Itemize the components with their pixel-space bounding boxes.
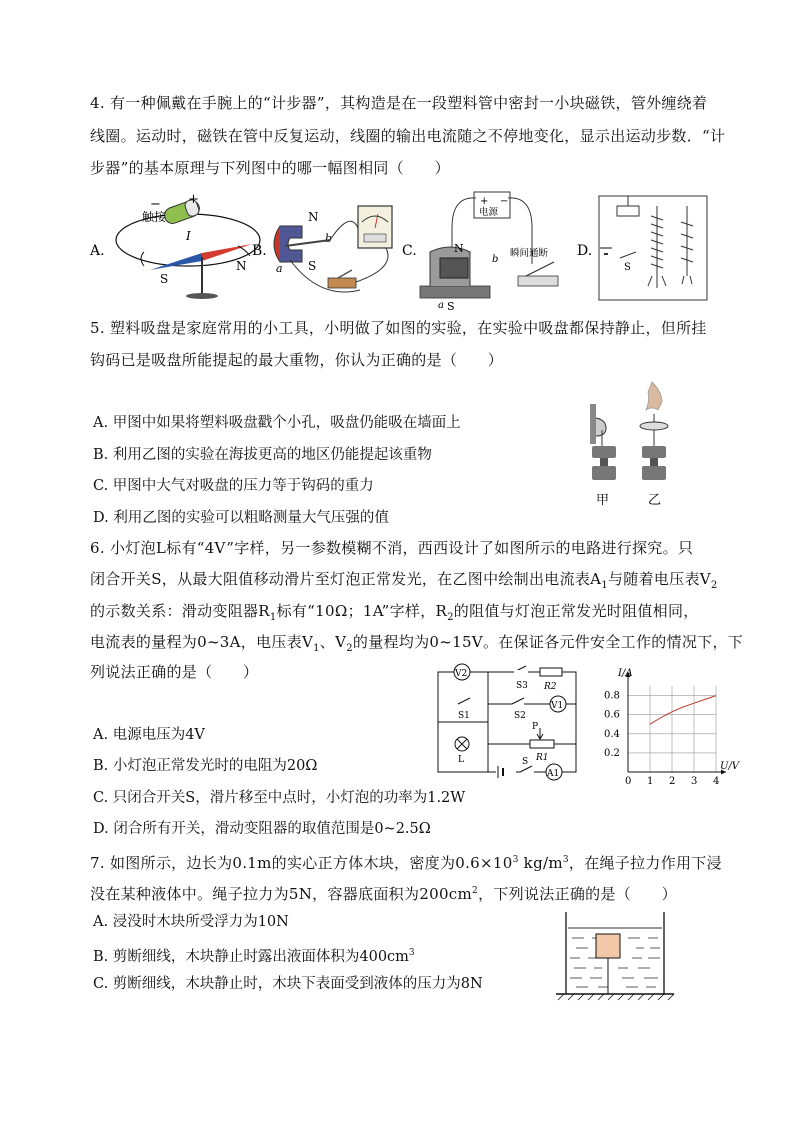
x-tick-label: 0	[625, 776, 632, 787]
q5-line2: 钩码已是吸盘所能提起的最大重物，你认为正确的是（ ）	[90, 351, 504, 369]
fig-a-n: N	[236, 259, 247, 273]
x-tick-label: 2	[669, 776, 676, 787]
slider-p: P	[532, 722, 539, 732]
fig-c-n: N	[454, 242, 464, 255]
y-tick-label: 0.8	[604, 690, 620, 702]
fig-c-plus: +	[480, 196, 489, 207]
q4-line3: 步器”的基本原理与下列图中的哪一幅图相同（ ）	[90, 159, 450, 177]
q5-option-c: C. 甲图中大气对吸盘的压力等于钩码的重力	[93, 478, 374, 494]
q6-iu-chart	[598, 660, 740, 787]
fig-d-electromagnets	[599, 196, 707, 300]
resistor-r2: R2	[544, 682, 557, 692]
resistor-r1: R1	[536, 753, 549, 763]
switch-s2: S2	[514, 711, 526, 721]
wood-block	[596, 934, 620, 958]
switch-s: S	[522, 757, 529, 767]
fig-jia	[590, 404, 616, 508]
label-b: B.	[252, 243, 267, 259]
fig-yi-label: 乙	[648, 493, 662, 508]
fig-jia-label: 甲	[596, 493, 610, 508]
x-tick-label: 4	[713, 776, 720, 787]
q4-line2: 线圈。运动时，磁铁在管中反复运动，线圈的输出电流随之不停地变化，显示出运动步数．“计	[90, 127, 726, 145]
q5-option-b: B. 利用乙图的实验在海拔更高的地区仍能提起该重物	[93, 447, 432, 463]
q6-option-b: B. 小灯泡正常发光时的电阻为20Ω	[93, 758, 318, 774]
q7-option-a: A. 浸没时木块所受浮力为10N	[93, 914, 289, 930]
q7-option-b: B. 剪断细线，木块静止时露出液面体积为$400cm^3$	[93, 948, 415, 965]
fig-a-minus: −	[150, 197, 161, 212]
fig-c-switch: 瞬间通断	[510, 248, 549, 259]
fig-c-a: a	[438, 300, 444, 311]
q6-line5: 列说法正确的是（ ）	[90, 663, 259, 681]
q6-option-d: D. 闭合所有开关，滑动变阻器的取值范围是0~2.5Ω	[93, 821, 431, 837]
y-tick-label: 0.6	[604, 709, 620, 721]
fig-b-a: a	[276, 262, 283, 275]
fig-b-s: S	[308, 259, 317, 273]
fig-a-current: I	[186, 229, 191, 243]
y-tick-label: 0.4	[604, 728, 620, 740]
q6-line1: 6. 小灯泡L标有“4V”字样，另一参数模糊不消，西西设计了如图所示的电路进行探究。只	[90, 539, 694, 557]
q7-container-figure	[552, 910, 682, 1002]
meter-a1: A1	[547, 769, 560, 779]
q7-option-c: C. 剪断细线，木块静止时，木块下表面受到液体的压力为8N	[93, 976, 483, 992]
switch-s1: S1	[458, 711, 470, 721]
fig-c-source: 电源	[479, 207, 499, 218]
switch-s3: S3	[516, 681, 528, 691]
fig-c-minus: −	[500, 196, 509, 207]
y-tick-label: 0.2	[604, 747, 620, 759]
q6-line4: 电流表的量程为0~3A，电压表$V_1$、$V_2$的量程均为0~15V。在保证各元件安全工作的情况下，下	[90, 633, 744, 654]
x-axis-label: U/V	[720, 761, 740, 772]
fig-b-b: b	[325, 232, 333, 245]
fig-c-b: b	[492, 254, 499, 265]
q5-option-d: D. 利用乙图的实验可以粗略测量大气压强的值	[93, 510, 389, 526]
meter-v1: V1	[551, 701, 564, 711]
fig-a-battery-compass	[116, 192, 260, 299]
y-axis-label: I/A	[618, 668, 633, 679]
fig-b-magnet-meter	[274, 206, 392, 292]
q6-line3: 的示数关系：滑动变阻器$R_1$标有“10Ω；1A”字样，$R_2$的阻值与灯泡正常发光时阻值相同，	[90, 602, 699, 623]
fig-d-s: S	[624, 262, 631, 273]
x-tick-label: 1	[647, 776, 654, 787]
fig-c-s: S	[447, 300, 455, 313]
q5-line1: 5. 塑料吸盘是家庭常用的小工具，小明做了如图的实验，在实验中吸盘都保持静止，但所挂	[90, 319, 707, 337]
label-c: C.	[402, 243, 417, 259]
x-tick-label: 3	[691, 776, 698, 787]
meter-v2: V2	[455, 669, 468, 679]
fig-b-n: N	[308, 210, 319, 224]
q5-option-a: A. 甲图中如果将塑料吸盘戳个小孔，吸盘仍能吸在墙面上	[93, 415, 461, 431]
q6-circuit-diagram	[436, 664, 596, 779]
fig-c-motor-circuit	[420, 192, 558, 313]
fig-a-s: S	[160, 272, 169, 286]
fig-yi	[640, 382, 668, 508]
q4-figures	[80, 188, 780, 313]
iu-curve	[650, 696, 716, 725]
q6-option-c: C. 只闭合开关S，滑片移至中点时，小灯泡的功率为1.2W	[93, 790, 466, 806]
q7-line2: 没在某种液体中。绳子拉力为5N，容器底面积为$200cm^2$，下列说法正确的是（ ）	[90, 885, 677, 903]
q6-line2: 闭合开关S，从最大阻值移动滑片至灯泡正常发光，在乙图中绘制出电流表$A_1$与随着电压表$V_2$	[90, 570, 718, 591]
q7-line1: 7. 如图所示，边长为0.1m的实心正方体木块，密度为$0.6\times 10^3$ $kg/m^3$，在绳子拉力作用下浸	[90, 854, 722, 872]
q6-option-a: A. 电源电压为4V	[93, 727, 205, 743]
lamp-l: L	[458, 755, 464, 765]
label-d: D.	[577, 243, 593, 259]
fig-a-plus: +	[188, 192, 199, 207]
fig-a-touch: 触接	[142, 210, 167, 224]
q5-suction-cup-figure	[580, 382, 700, 522]
label-a: A.	[90, 243, 105, 259]
q4-line1: 4. 有一种佩戴在手腕上的“计步器”，其构造是在一段塑料管中密封一小块磁铁，管外缠绕着	[90, 94, 708, 112]
